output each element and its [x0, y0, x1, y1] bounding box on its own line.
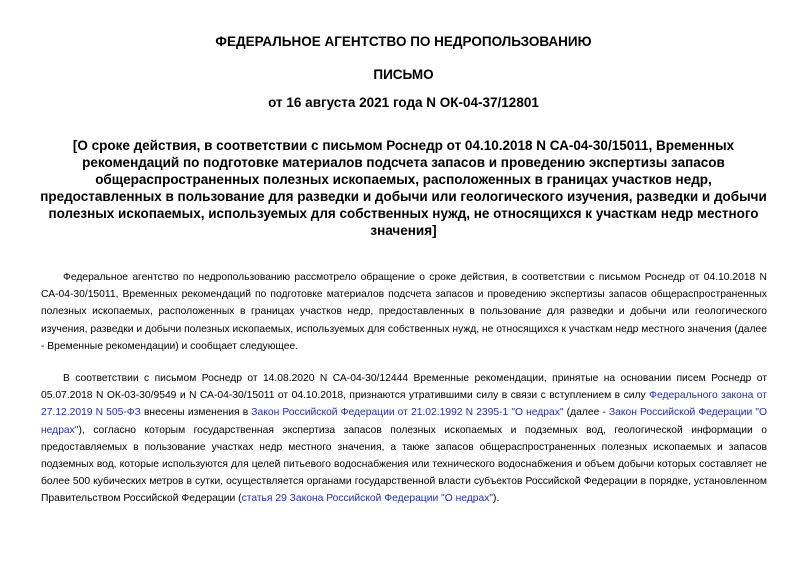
document-date-number: от 16 августа 2021 года N ОК-04-37/12801 [268, 95, 539, 110]
body-paragraph-1 [41, 269, 767, 355]
paragraph-text: ), согласно которым государственная экспертиза запасов полезных ископаемых и подземных вод, геологической информации о предоставляемых в пользование участках недр местного значения, а также запасов общераспространенных полезных ископаемых и запасов подземных вод, которые используются для целей питьевого водоснабжения или технического водоснабжения и объем добычи которых составляет не более 500 кубических метров в сутки, осуществляется органами государственной власти субъектов Российской Федерации в порядке, установленном Правительством Российской Федерации ( [41, 424, 767, 505]
paragraph-text: внесены изменения в [140, 407, 252, 419]
document-type: ПИСЬМО [373, 67, 434, 82]
paragraph-text: Федеральное агентство по недропользованию рассмотрело обращение о сроке действия, в соответствии с письмом Роснедр от 04.10.2018 N СА-04-30/15011, Временных рекомендаций по подготовке материалов подсчета запасов и проведению экспертизы запасов общераспространенных полезных ископаемых, расположенных в границах участков недр, предоставленных в пользование для разведки и добычи или геологического изучения, разведки и добычи полезных ископаемых, используемых для собственных нужд, не относящихся к участкам недр местного значения (далее - Временные рекомендации) и сообщает следующее. [41, 272, 767, 352]
body-paragraph-2 [41, 370, 767, 508]
paragraph-text: (далее - [563, 407, 609, 419]
document-subject: [О сроке действия, в соответствии с письмом Роснедр от 04.10.2018 N СА-04-30/15011, Временных рекомендаций по подготовке материалов подсчета запасов и проведению экспертизы запасов общераспространенных полезных ископаемых, расположенных в границах участков недр, предоставленных в пользование для разведки и добычи или геологического изучения, разведки и добычи полезных ископаемых, используемых для собственных нужд, не относящихся к участкам недр местного значения] [40, 138, 767, 238]
link-article-29[interactable]: статья 29 Закона Российской Федерации "О недрах" [241, 493, 494, 505]
link-law-on-subsoil-2395[interactable]: Закон Российской Федерации от 21.02.1992 N 2395-1 "О недрах" [251, 407, 564, 419]
link-law-on-subsoil[interactable]: Закон Российской Федерации "О недрах" [41, 407, 767, 436]
paragraph-text: ). [493, 493, 500, 505]
agency-title: ФЕДЕРАЛЬНОЕ АГЕНТСТВО ПО НЕДРОПОЛЬЗОВАНИЮ [215, 34, 592, 49]
link-federal-law-505[interactable]: Федерального закона от 27.12.2019 N 505-ФЗ [41, 390, 767, 419]
paragraph-text: В соответствии с письмом Роснедр от 14.08.2020 N СА-04-30/12444 Временные рекомендации, принятые на основании писем Роснедр от 05.07.2018 N ОК-03-30/9549 и N СА-04-30/15011 от 04.10.2018, признаются утратившими силу в связи с вступлением в силу [41, 373, 767, 402]
